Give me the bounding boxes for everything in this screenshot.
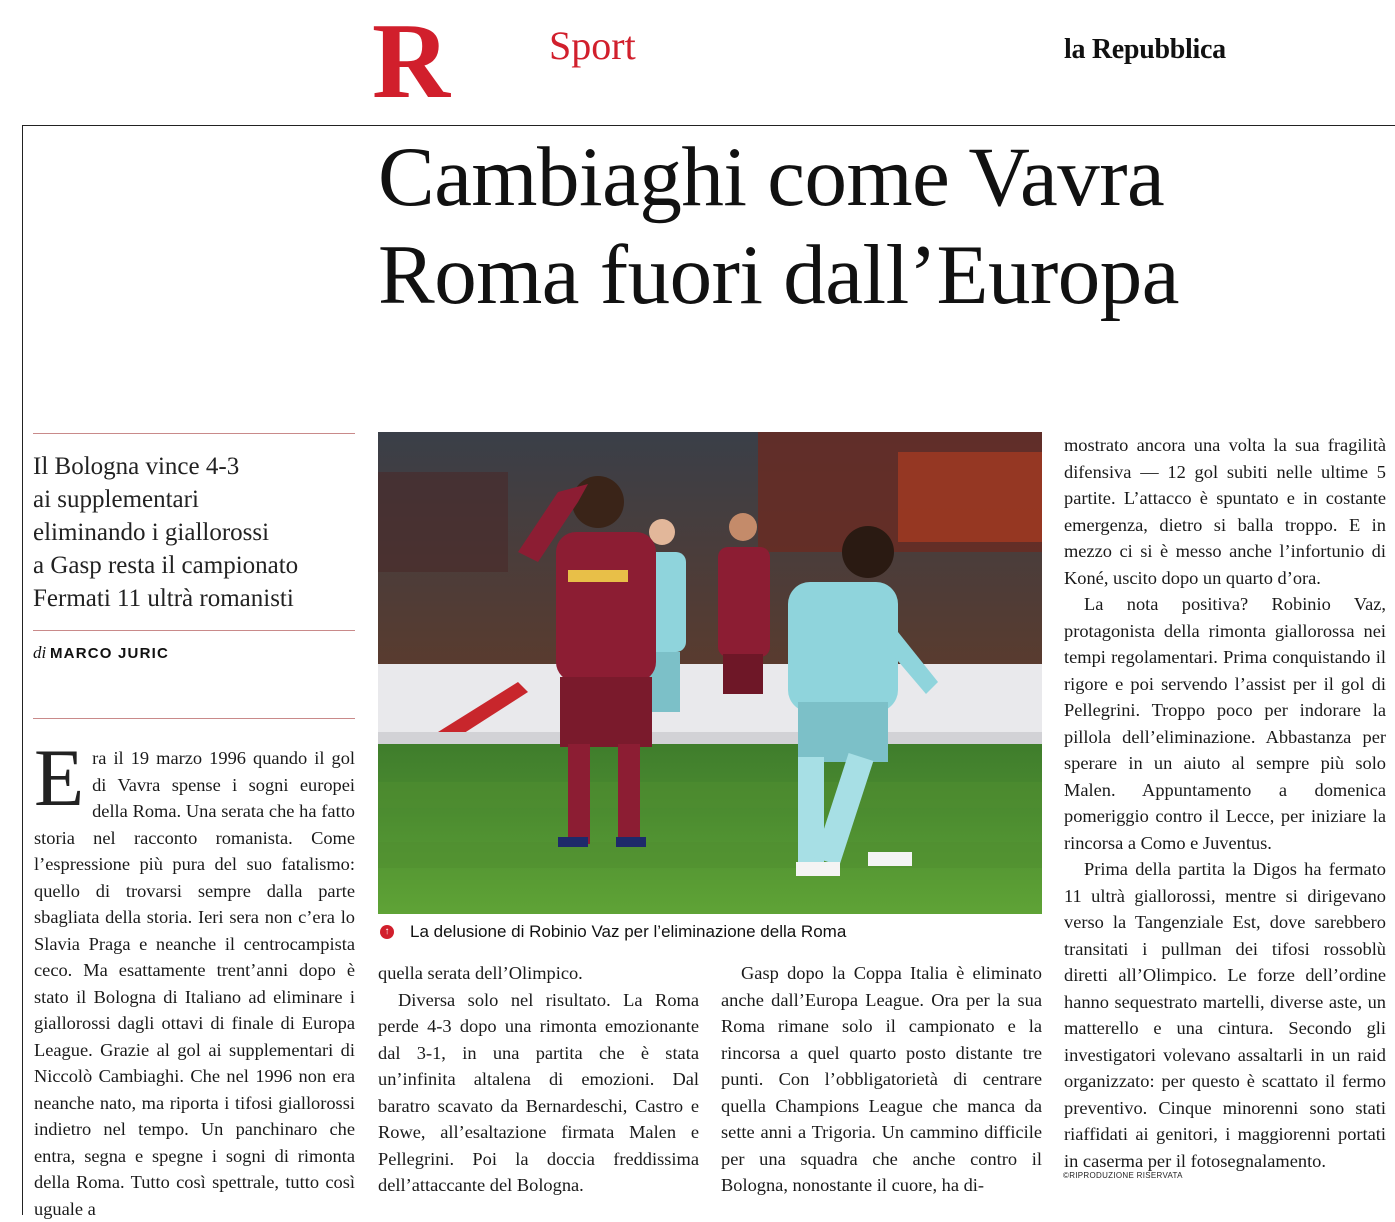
byline-rule-bottom <box>33 718 355 719</box>
section-label: Sport <box>549 23 636 68</box>
body-column-3 <box>721 960 1042 1199</box>
paragraph <box>34 732 355 1222</box>
body-column-2 <box>378 960 699 1199</box>
paragraph: Gasp dopo la Coppa Italia è eliminato anche dall’Europa League. Ora per la sua Roma rimane solo il campionato e la rincorsa a quel quarto posto distante tre punti. Con l’obbligatorietà di centrare quella Champions League che manca da sette anni a Trigoria. Un cammino difficile per una squadra che anche contro il Bologna, nonostante il cuore, ha di- <box>721 963 1042 1195</box>
paragraph: Diversa solo nel risultato. La Roma perde 4-3 dopo una rimonta emozionante dal 3-1, in una partita che è stata un’infinita altalena di emozioni. Dal baratro scavato da Bernardeschi, Castro e Rowe, all’esaltazione firmata Malen e Pellegrini. Poi la doccia freddissima dell’attaccante del Bologna. <box>378 989 699 1195</box>
body-column-4 <box>1064 432 1386 1174</box>
standfirst-line: ai supplementari <box>33 486 199 513</box>
standfirst-line: eliminando i giallorossi <box>33 519 270 546</box>
headline <box>378 128 1388 324</box>
byline-prefix: di <box>33 643 47 662</box>
standfirst-line: Fermati 11 ultrà romanisti <box>33 585 294 612</box>
masthead: la Repubblica <box>1064 34 1226 65</box>
photo-caption <box>380 922 846 942</box>
byline-author: MARCO JURIC <box>49 645 170 662</box>
paragraph: mostrato ancora una volta la sua fragilità difensiva — 12 gol subiti nelle ultime 5 partite. L’attacco è spuntato e in costante emergenza, dietro si balla troppo. E in mezzo ci si è messo anche l’infortunio di Koné, uscito dopo un quarto d’ora. <box>1064 435 1386 588</box>
paragraph: quella serata dell’Olimpico. <box>378 963 583 983</box>
photo-caption-text: La delusione di Robinio Vaz per l’eliminazione della Roma <box>410 922 847 941</box>
left-rule <box>22 125 23 1215</box>
paragraph: Prima della partita la Digos ha fermato 11 ultrà giallorossi, mentre si dirigevano verso la Tangenziale Est, dove sarebbero transitati i pullman dei tifosi rossoblù diretti all’Olimpico. Le forze dell’ordine hanno sequestrato martelli, diverse aste, un matterello e una cintura. Secondo gli investigatori volevano assaltarli in un raid organizzato: per questo è scattato il fermo preventivo. Cinque minorenni sono stati riaffidati ai genitori, i maggiorenni portati in caserma per il fotosegnalamento. <box>1064 859 1386 1171</box>
body-column-1 <box>34 732 355 1222</box>
standfirst-rule-top <box>33 433 355 434</box>
headline-line-1: Cambiaghi come Vavra <box>378 130 1165 224</box>
top-rule <box>22 125 1395 126</box>
repubblica-r-logo: R <box>372 2 450 121</box>
article-photo <box>378 432 1042 914</box>
camera-arrow-icon: ↑ <box>380 925 394 939</box>
standfirst-line: a Gasp resta il campionato <box>33 552 299 579</box>
standfirst-rule-mid <box>33 630 355 631</box>
byline <box>33 643 169 663</box>
drop-cap: E <box>34 732 85 823</box>
standfirst-line: Il Bologna vince 4-3 <box>33 453 240 480</box>
standfirst <box>33 450 353 615</box>
paragraph: La nota positiva? Robinio Vaz, protagonista della rimonta giallorossa nei tempi regolamentari. Prima conquistando il rigore e poi servendo l’assist per il gol di Pellegrini. Troppo poco per indorare la pillola dell’eliminazione. Abbastanza per sperare in un aiuto al sempre più solo Malen. Appuntamento a domenica pomeriggio contro il Lecce, per iniziare la rincorsa a Como e Juventus. <box>1064 594 1386 853</box>
headline-line-2: Roma fuori dall’Europa <box>378 228 1179 322</box>
copyright-notice: ©RIPRODUZIONE RISERVATA <box>1063 1171 1183 1180</box>
paragraph-text: ra il 19 marzo 1996 quando il gol di Vavra spense i sogni europei della Roma. Una serata che ha fatto storia nel racconto romanista. Come l’espressione più pura del suo fatalismo: quello di trovarsi sempre dalla parte sbagliata della storia. Ieri sera non c’era lo Slavia Praga e neanche il centrocampista ceco. Ma esattamente trent’anni dopo è stato il Bologna di Italiano ad eliminare i giallorossi dagli ottavi di finale di Europa League. Grazie al gol ai supplementari di Niccolò Cambiaghi. Che nel 1996 non era neanche nato, ma riporta i tifosi giallorossi indietro nel tempo. Un panchinaro che entra, segna e spegne i sogni di rimonta della Roma. Tutto così spettrale, tutto così uguale a <box>34 748 355 1219</box>
